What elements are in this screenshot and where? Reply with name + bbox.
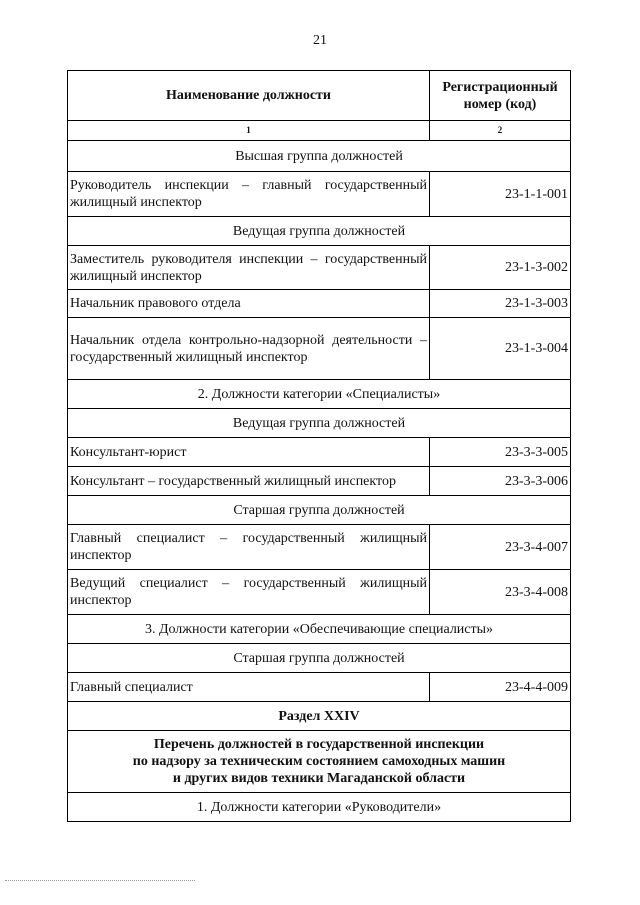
table-row xyxy=(68,290,571,318)
position-name: Консультант-юрист xyxy=(68,438,430,467)
position-code: 23-3-4-008 xyxy=(430,570,571,615)
footer-divider xyxy=(5,880,195,881)
position-name: Начальник отдела контрольно-надзорной деятельности – государственный жилищный инспектор xyxy=(68,318,430,380)
position-name: Главный специалист xyxy=(68,673,430,702)
table-row xyxy=(68,570,571,615)
position-code: 23-1-3-003 xyxy=(430,290,571,318)
table-row xyxy=(68,438,571,467)
group-row xyxy=(68,409,571,438)
section-row xyxy=(68,702,571,731)
column-number-2: 2 xyxy=(430,121,571,141)
position-code: 23-1-3-004 xyxy=(430,318,571,380)
table-row xyxy=(68,673,571,702)
table-row xyxy=(68,467,571,496)
table-row xyxy=(68,246,571,290)
group-row xyxy=(68,496,571,525)
group-label: Высшая группа должностей xyxy=(68,141,571,172)
group-label: Ведущая группа должностей xyxy=(68,409,571,438)
position-name: Начальник правового отдела xyxy=(68,290,430,318)
header-registration-code xyxy=(430,71,571,121)
category-row xyxy=(68,793,571,822)
positions-table xyxy=(67,70,571,822)
list-title-line2: по надзору за техническим состоянием самоходных машин xyxy=(132,754,506,769)
column-number-1: 1 xyxy=(68,121,430,141)
position-name: Консультант – государственный жилищный инспектор xyxy=(68,467,430,496)
position-name: Главный специалист – государственный жилищный инспектор xyxy=(68,525,430,570)
header-code-line2: номер (код) xyxy=(463,96,537,112)
group-label: Старшая группа должностей xyxy=(68,496,571,525)
page-number: 21 xyxy=(313,33,327,48)
position-code: 23-3-3-006 xyxy=(430,467,571,496)
position-code: 23-4-4-009 xyxy=(430,673,571,702)
category-row xyxy=(68,380,571,409)
position-name: Руководитель инспекции – главный государственный жилищный инспектор xyxy=(68,172,430,217)
header-code-line1: Регистрационный xyxy=(442,79,558,95)
position-code: 23-1-1-001 xyxy=(430,172,571,217)
table-header-row xyxy=(68,71,571,121)
category-row xyxy=(68,615,571,644)
column-numbers-row xyxy=(68,121,571,141)
group-row xyxy=(68,644,571,673)
position-code: 23-3-4-007 xyxy=(430,525,571,570)
category-label: 3. Должности категории «Обеспечивающие специалисты» xyxy=(68,615,571,644)
group-label: Старшая группа должностей xyxy=(68,644,571,673)
group-row xyxy=(68,141,571,172)
list-title-line3: и других видов техники Магаданской области xyxy=(172,771,466,786)
list-title-row xyxy=(68,731,571,793)
position-code: 23-1-3-002 xyxy=(430,246,571,290)
position-code: 23-3-3-005 xyxy=(430,438,571,467)
group-label: Ведущая группа должностей xyxy=(68,217,571,246)
table-row xyxy=(68,525,571,570)
table-row xyxy=(68,172,571,217)
table-row xyxy=(68,318,571,380)
category-label: 2. Должности категории «Специалисты» xyxy=(68,380,571,409)
position-name: Заместитель руководителя инспекции – государственный жилищный инспектор xyxy=(68,246,430,290)
header-position-name: Наименование должности xyxy=(68,71,430,121)
category-label: 1. Должности категории «Руководители» xyxy=(68,793,571,822)
position-name: Ведущий специалист – государственный жилищный инспектор xyxy=(68,570,430,615)
list-title xyxy=(68,731,571,793)
section-heading: Раздел XXIV xyxy=(68,702,571,731)
list-title-line1: Перечень должностей в государственной инспекции xyxy=(153,737,485,752)
group-row xyxy=(68,217,571,246)
